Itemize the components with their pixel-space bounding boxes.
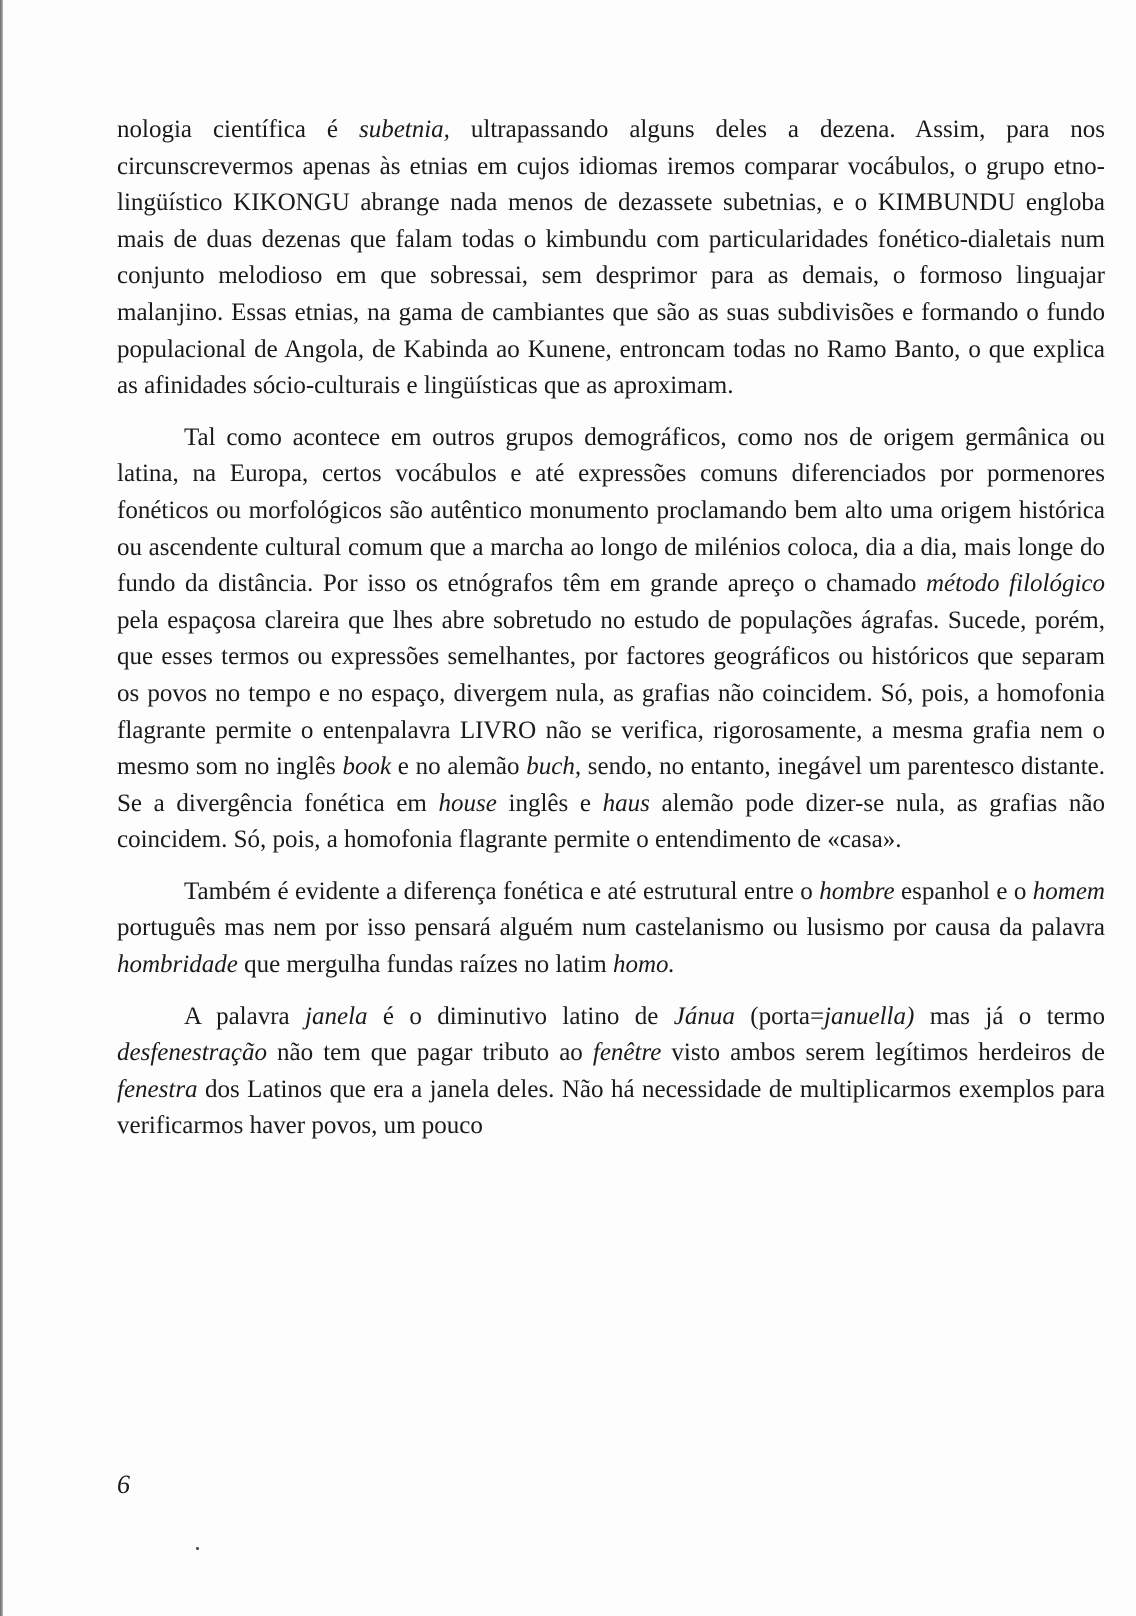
page-edge-shadow — [0, 0, 3, 1616]
italic-text: fenêtre — [592, 1039, 662, 1067]
italic-text: book — [342, 753, 392, 781]
text-run: sendo, no entanto, inegável um parentesco distante. Se a divergência fonética em — [117, 753, 1106, 817]
text-run: é o diminutivo latino de — [367, 1002, 674, 1030]
paragraph — [117, 999, 1105, 1145]
italic-text: haus — [602, 789, 650, 817]
text-run: espanhol e o — [894, 877, 1033, 905]
italic-text: Jánua — [673, 1002, 735, 1030]
text-run: inglês e — [496, 789, 603, 817]
italic-text: homo. — [612, 951, 675, 979]
paragraph — [117, 112, 1105, 405]
text-run: mas já o termo — [914, 1002, 1106, 1030]
italic-text: buch, — [526, 753, 582, 781]
italic-text: desfenestração — [117, 1039, 267, 1067]
text-run: visto ambos serem legítimos herdeiros de — [661, 1039, 1105, 1067]
body-text — [117, 112, 1105, 1160]
scan-speck — [196, 1547, 199, 1550]
text-run: português mas nem por isso pensará alguém num castelanismo ou lusismo por causa da palavra — [117, 914, 1105, 942]
text-run: Também é evidente a diferença fonética e até estrutural entre o — [184, 877, 820, 905]
text-run: A palavra — [184, 1002, 306, 1030]
text-run: Tal como acontece em outros grupos demográficos, como nos de origem germânica ou latina, na Europa, certos vocábulos e até expressões comuns diferenciados por pormenores fonéticos ou morfológicos são autêntico monumento proclamando bem alto uma origem histórica ou ascendente cultural comum que a marcha ao longo de milénios coloca, dia a dia, mais longe do fundo da distância. Por isso os etnógrafos têm em grande apreço o chamado — [117, 423, 1105, 598]
text-run: ultrapassando alguns deles a dezena. Assim, para nos circunscrevermos apenas às etnias em cujos idiomas iremos comparar vocábulos, o grupo etno-lingüístico KIKONGU abrange nada menos de dezassete subetnias, e o KIMBUNDU engloba mais de duas dezenas que falam todas o kimbundu com particularidades fonético-dialetais num conjunto melodioso em que sobressai, sem desprimor para as demais, o formoso linguajar malanjino. Essas etnias, na gama de cambiantes que são as suas subdivisões e formando o fundo populacional de Angola, de Kabinda ao Kunene, entroncam todas no Ramo Banto, o que explica as afinidades sócio-culturais e lingüísticas que as aproximam. — [117, 116, 1105, 400]
italic-text: house — [438, 789, 497, 817]
italic-text: método filológico — [925, 570, 1106, 598]
text-run: pela espaçosa clareira que lhes abre sobretudo no estudo de populações ágrafas. Sucede, porém, que esses termos ou expressões semelhantes, por factores geográficos ou históricos que separam os povos no tempo e no espaço, divergem nula, as grafias não coincidem. Só, pois, a homofonia flagrante permite o entenpalavra LIVRO não se verifica, rigorosamente, a mesma grafia nem o mesmo som no inglês — [117, 606, 1105, 781]
text-run: não tem que pagar tributo ao — [266, 1039, 593, 1067]
text-run: alemão pode dizer-se nula, as grafias não coincidem. Só, pois, a homofonia flagrante permite o entendimento de «casa». — [117, 789, 1106, 854]
text-run: (porta= — [734, 1002, 825, 1030]
text-run: e no alemão — [391, 753, 527, 781]
italic-text: janela — [305, 1002, 368, 1030]
paragraph — [117, 420, 1105, 859]
text-run: nologia científica é — [117, 116, 359, 143]
italic-text: januella) — [824, 1002, 915, 1030]
italic-text: fenestra — [117, 1075, 198, 1103]
italic-text: hombre — [819, 877, 895, 905]
italic-text: subetnia, — [358, 116, 450, 143]
page-number: 6 — [117, 1470, 130, 1499]
italic-text: hombridade — [117, 951, 238, 979]
text-run: dos Latinos que era a janela deles. Não há necessidade de multiplicarmos exemplos para verificarmos haver povos, um pouco — [117, 1075, 1105, 1140]
italic-text: homem — [1032, 877, 1105, 905]
text-run: que mergulha fundas raízes no latim — [237, 951, 613, 979]
paragraph — [117, 874, 1105, 984]
